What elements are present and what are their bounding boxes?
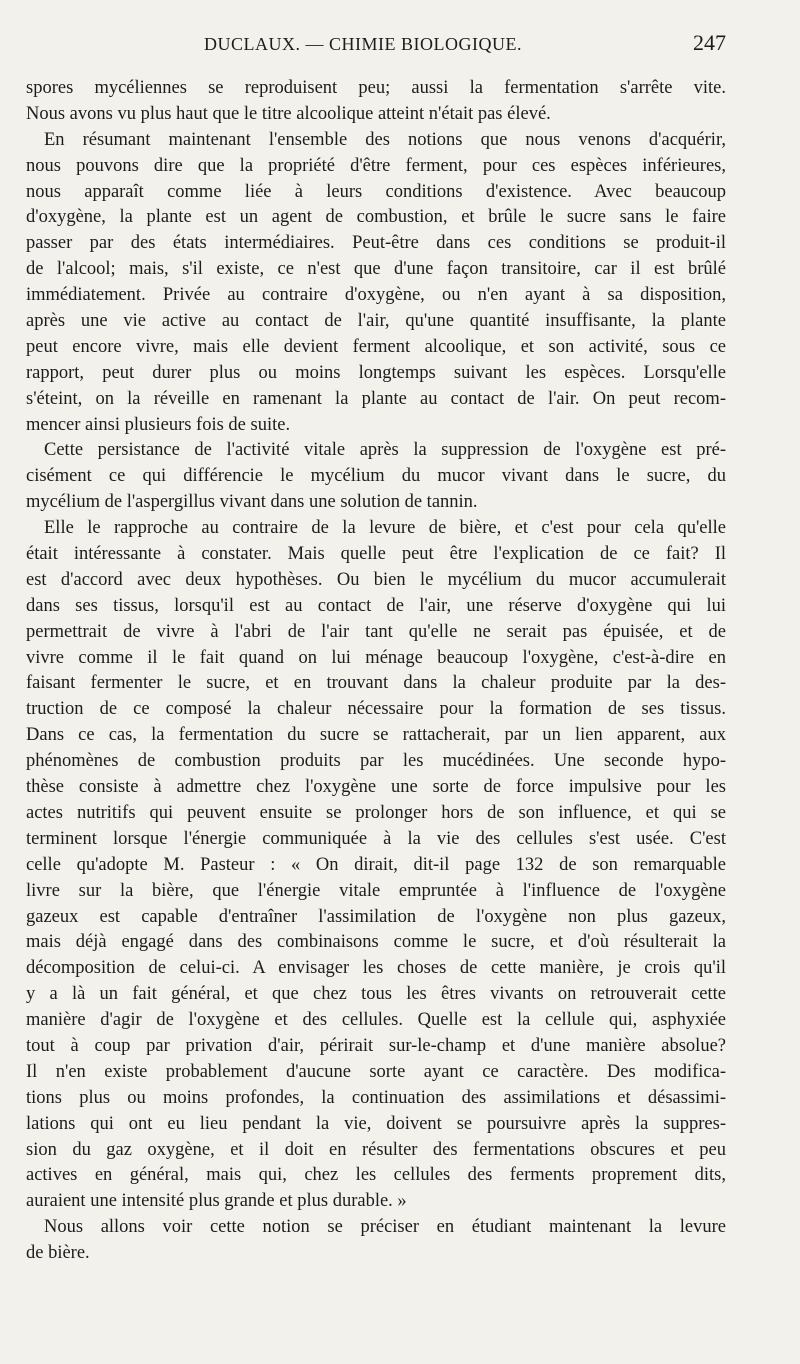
text-line: tions plus ou moins profondes, la continuation des assimilations et désassimi- — [26, 1087, 726, 1108]
text-line: Nous allons voir cette notion se préciser en étudiant maintenant la levure — [44, 1217, 726, 1238]
text-line: auraient une intensité plus grande et plus durable. » — [26, 1191, 407, 1212]
text-line: thèse consiste à admettre chez l'oxygène une sorte de force impulsive pour les — [26, 777, 726, 798]
text-line: nous pouvons dire que la propriété d'être ferment, pour ces espèces inférieures, — [26, 155, 726, 176]
text-line: Dans ce cas, la fermentation du sucre se rattacherait, par un lien apparent, aux — [26, 725, 726, 746]
text-line: faisant fermenter le sucre, et en trouvant dans la chaleur produite par la des- — [26, 673, 726, 694]
text-line: Cette persistance de l'activité vitale après la suppression de l'oxygène est pré- — [44, 440, 726, 461]
text-line: lations qui ont eu lieu pendant la vie, doivent se poursuivre après la suppres- — [26, 1113, 726, 1134]
text-line: d'oxygène, la plante est un agent de combustion, et brûle le sucre sans le faire — [26, 207, 726, 228]
body-text — [26, 76, 726, 1267]
paragraph — [26, 438, 726, 516]
text-line: de bière. — [26, 1243, 90, 1264]
text-line: mencer ainsi plusieurs fois de suite. — [26, 414, 291, 435]
page-header — [26, 30, 726, 64]
text-line: vivre comme il le fait quand on lui ménage beaucoup l'oxygène, c'est-à-dire en — [26, 647, 726, 668]
text-line: peut encore vivre, mais elle devient ferment alcoolique, et son activité, sous ce — [26, 336, 726, 357]
text-line: après une vie active au contact de l'air, qu'une quantité insuffisante, la plante — [26, 311, 726, 332]
text-line: de l'alcool; mais, s'il existe, ce n'est que d'une façon transitoire, car il est brûlé — [26, 259, 726, 280]
text-line: rapport, peut durer plus ou moins longtemps suivant les espèces. Lorsqu'elle — [26, 362, 726, 383]
paragraph — [26, 516, 726, 1215]
running-title: DUCLAUX. — CHIMIE BIOLOGIQUE. — [204, 34, 522, 54]
text-line: passer par des états intermédiaires. Peut-être dans ces conditions se produit-il — [26, 233, 726, 254]
text-line: cisément ce qui différencie le mycélium du mucor vivant dans le sucre, du — [26, 466, 726, 487]
text-line: nous apparaît comme liée à leurs conditions d'existence. Avec beaucoup — [26, 181, 726, 202]
paragraph — [26, 1215, 726, 1267]
text-line: truction de ce composé la chaleur nécessaire pour la formation de ses tissus. — [26, 699, 726, 720]
text-line: terminent lorsque l'énergie communiquée à la vie des cellules s'est usée. C'est — [26, 828, 726, 849]
text-line: Nous avons vu plus haut que le titre alcoolique atteint n'était pas élevé. — [26, 103, 551, 124]
text-line: gazeux est capable d'entraîner l'assimilation de l'oxygène non plus gazeux, — [26, 906, 726, 927]
text-line: livre sur la bière, que l'énergie vitale empruntée à l'influence de l'oxygène — [26, 880, 726, 901]
text-line: décomposition de celui-ci. A envisager les choses de cette manière, je crois qu'il — [26, 958, 726, 979]
page-number: 247 — [693, 30, 726, 55]
text-line: Elle le rapproche au contraire de la levure de bière, et c'est pour cela qu'elle — [44, 518, 726, 539]
paragraph — [26, 128, 726, 439]
text-line: spores mycéliennes se reproduisent peu; aussi la fermentation s'arrête vite. — [26, 78, 726, 98]
text-line: permettrait de vivre à l'abri de l'air tant qu'elle ne serait pas épuisée, et de — [26, 621, 726, 642]
text-line: actives en général, mais qui, chez les cellules des ferments proprement dits, — [26, 1165, 726, 1186]
text-line: En résumant maintenant l'ensemble des notions que nous venons d'acquérir, — [44, 129, 726, 150]
text-line: sion du gaz oxygène, et il doit en résulter des fermentations obscures et peu — [26, 1139, 726, 1160]
text-line: y a là un fait général, et que chez tous les êtres vivants on retrouverait cette — [26, 984, 726, 1005]
text-line: mais déjà engagé dans des combinaisons comme le sucre, et d'où résulterait la — [26, 932, 726, 953]
text-line: est d'accord avec deux hypothèses. Ou bien le mycélium du mucor accumulerait — [26, 569, 726, 590]
text-line: dans ses tissus, lorsqu'il est au contact de l'air, une réserve d'oxygène qui lui — [26, 595, 726, 616]
text-line: mycélium de l'aspergillus vivant dans une solution de tannin. — [26, 492, 478, 513]
paragraph — [26, 76, 726, 128]
text-line: celle qu'adopte M. Pasteur : « On dirait, dit-il page 132 de son remarquable — [26, 854, 726, 875]
text-line: phénomènes de combustion produits par les mucédinées. Une seconde hypo- — [26, 751, 726, 772]
text-line: s'éteint, on la réveille en ramenant la plante au contact de l'air. On peut recom- — [26, 388, 726, 409]
text-line: était intéressante à constater. Mais quelle peut être l'explication de ce fait? Il — [26, 544, 726, 565]
text-line: manière d'agir de l'oxygène et des cellules. Quelle est la cellule qui, asphyxiée — [26, 1010, 726, 1031]
text-line: Il n'en existe probablement d'aucune sorte ayant ce caractère. Des modifica- — [26, 1061, 726, 1082]
text-line: tout à coup par privation d'air, périrait sur-le-champ et d'une manière absolue? — [26, 1035, 726, 1056]
text-line: actes nutritifs qui peuvent ensuite se prolonger hors de son influence, et qui se — [26, 802, 726, 823]
text-line: immédiatement. Privée au contraire d'oxygène, ou n'en ayant à sa disposition, — [26, 285, 726, 306]
